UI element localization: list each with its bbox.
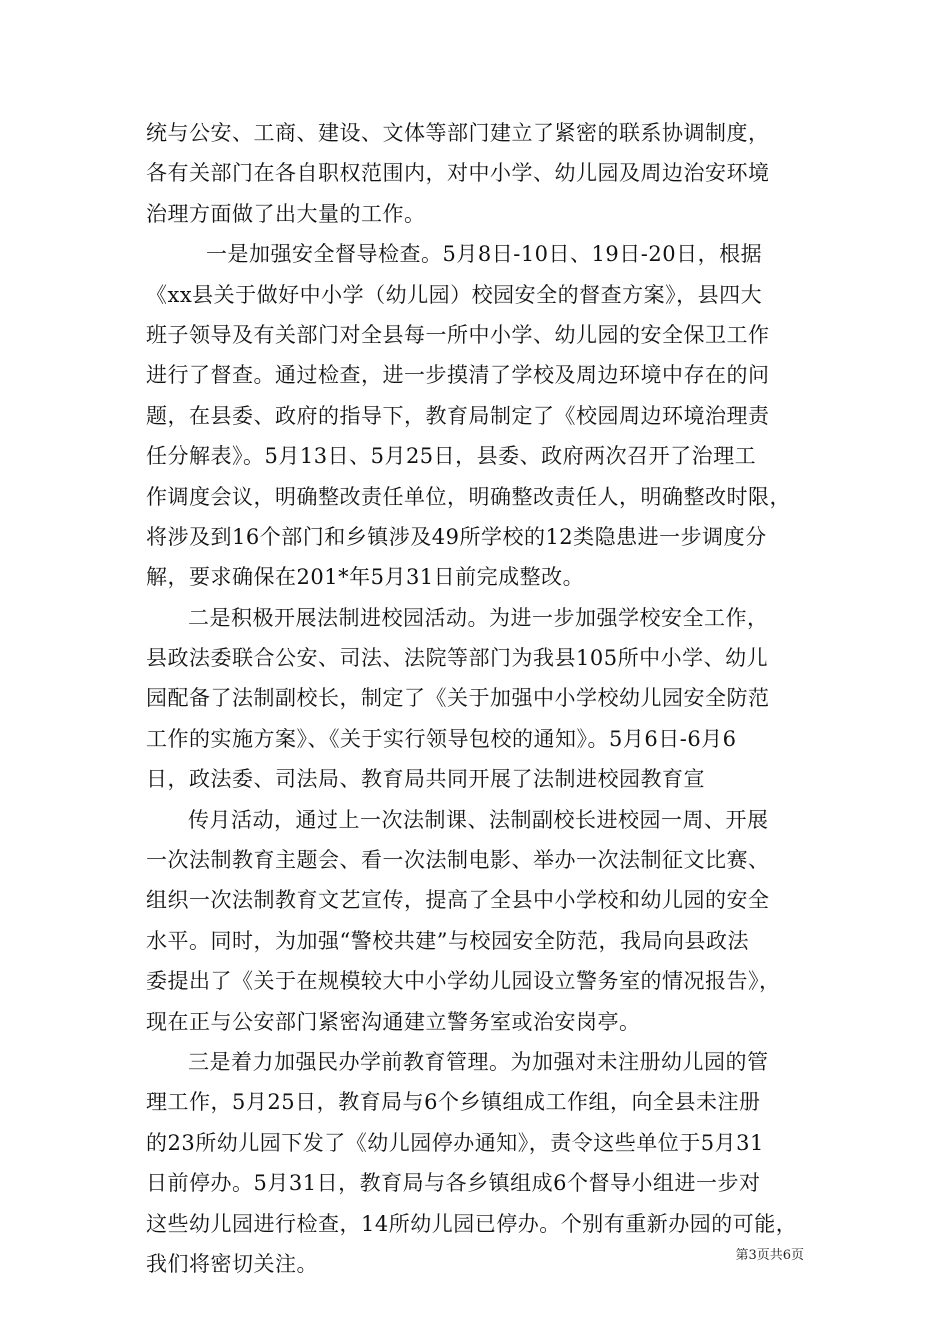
text-line: 将涉及到16个部门和乡镇涉及49所学校的12类隐患进一步调度分: [146, 524, 767, 549]
text-line: 组织一次法制教育文艺宣传，提高了全县中小学校和幼儿园的安全: [146, 888, 770, 913]
text-line: 传月活动，通过上一次法制课、法制副校长进校园一周、开展: [188, 807, 769, 832]
text-line: 委提出了《关于在规模较大中小学幼儿园设立警务室的情况报告》，: [146, 969, 781, 994]
text-line: 一是加强安全督导检查。5月8日-10日、19日-20日，根据: [206, 242, 763, 267]
paragraph-legal-campus: [146, 598, 810, 800]
paragraph-intro-continued: [146, 113, 810, 234]
document-body: [146, 113, 810, 1284]
text-line: 任分解表》。5月13日、5月25日，县委、政府两次召开了治理工: [146, 444, 757, 469]
text-line: 水平。同时，为加强“警校共建”与校园安全防范，我局向县政法: [146, 928, 749, 953]
text-line: 《xx县关于做好中小学（幼儿园）校园安全的督查方案》，县四大: [146, 282, 763, 307]
text-line: 班子领导及有关部门对全县每一所中小学、幼儿园的安全保卫工作: [146, 322, 770, 347]
text-line: 园配备了法制副校长，制定了《关于加强中小学校幼儿园安全防范: [146, 686, 770, 711]
text-line: 的23所幼儿园下发了《幼儿园停办通知》，责令这些单位于5月31: [146, 1130, 764, 1155]
text-line: 统与公安、工商、建设、文体等部门建立了紧密的联系协调制度，: [146, 121, 770, 145]
text-line: 三是着力加强民办学前教育管理。为加强对未注册幼儿园的管: [188, 1049, 769, 1074]
page-number: 第3页共6页: [735, 1248, 804, 1263]
text-line: 理工作，5月25日，教育局与6个乡镇组成工作组，向全县未注册: [146, 1090, 761, 1115]
text-line: 一次法制教育主题会、看一次法制电影、举办一次法制征文比赛、: [146, 848, 770, 873]
text-line: 县政法委联合公安、司法、法院等部门为我县105所中小学、幼儿: [146, 646, 769, 671]
text-line: 我们将密切关注。: [146, 1251, 318, 1276]
text-line: 治理方面做了出大量的工作。: [146, 201, 426, 226]
text-line: 这些幼儿园进行检查，14所幼儿园已停办。个别有重新办园的可能，: [146, 1211, 798, 1236]
text-line: 题，在县委、政府的指导下，教育局制定了《校园周边环境治理责: [146, 403, 770, 428]
text-line: 进行了督查。通过检查，进一步摸清了学校及周边环境中存在的问: [146, 363, 770, 388]
text-line: 二是积极开展法制进校园活动。为进一步加强学校安全工作，: [188, 605, 769, 630]
text-line: 作调度会议，明确整改责任单位，明确整改责任人，明确整改时限，: [146, 484, 791, 509]
paragraph-publicity-month: [146, 800, 810, 1042]
text-line: 现在正与公安部门紧密沟通建立警务室或治安岗亭。: [146, 1009, 641, 1034]
paragraph-safety-inspection: [146, 234, 810, 598]
text-line: 日，政法委、司法局、教育局共同开展了法制进校园教育宣: [146, 767, 705, 792]
text-line: 解，要求确保在201*年5月31日前完成整改。: [146, 565, 585, 590]
text-line: 工作的实施方案》、《关于实行领导包校的通知》。5月6日-6月6: [146, 726, 737, 751]
text-line: 各有关部门在各自职权范围内，对中小学、幼儿园及周边治安环境: [146, 161, 770, 186]
text-line: 日前停办。5月31日，教育局与各乡镇组成6个督导小组进一步对: [146, 1171, 761, 1196]
